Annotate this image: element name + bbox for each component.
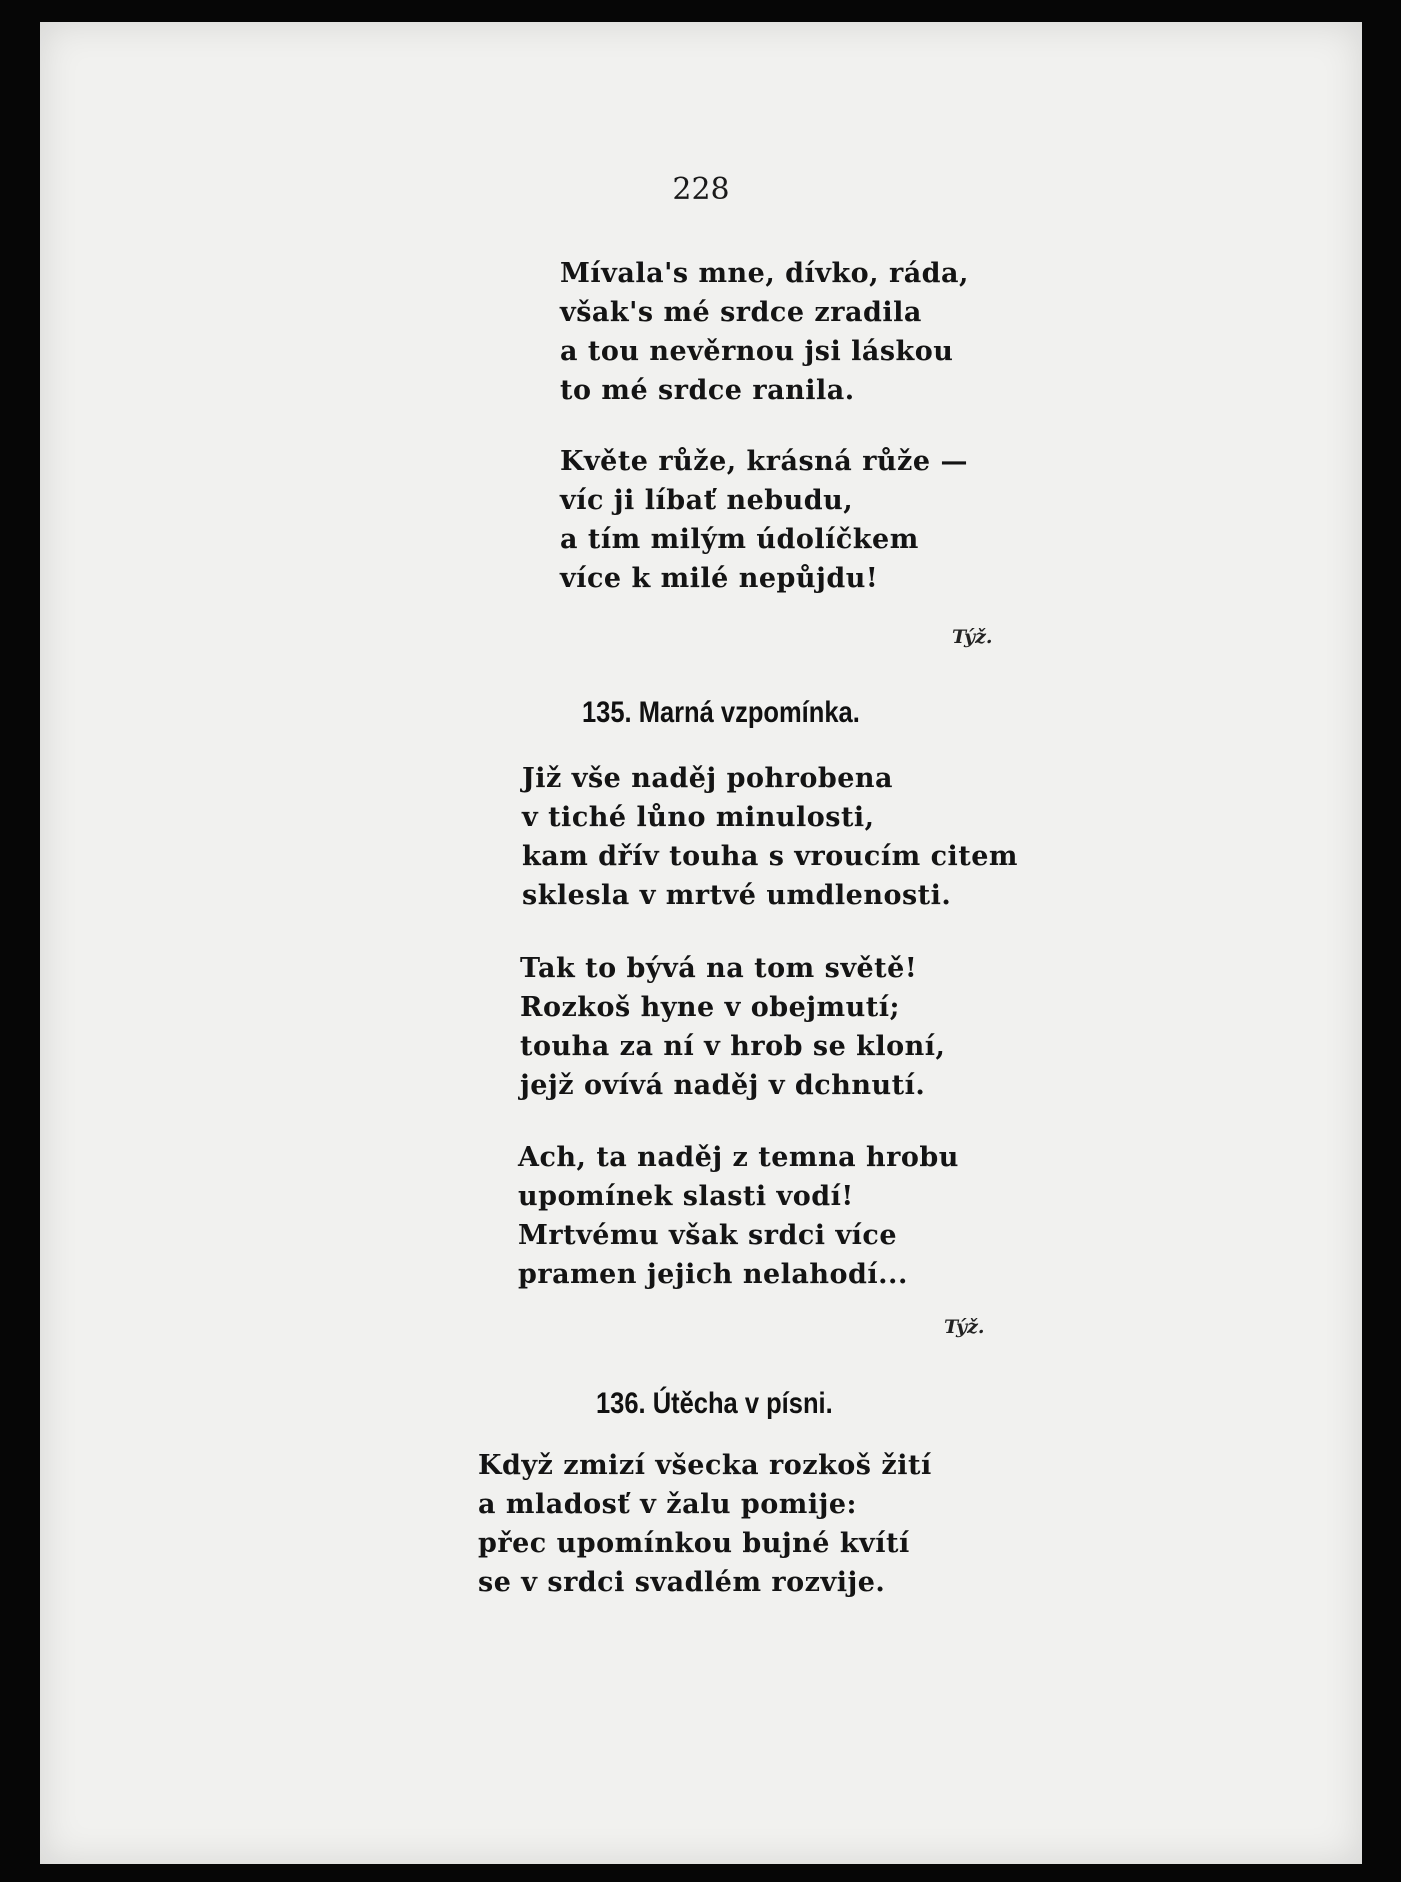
verse-line: však's mé srdce zradila: [560, 297, 922, 328]
verse-line: Ach, ta naděj z temna hrobu: [518, 1142, 959, 1173]
poem-136-heading: 136. Útěcha v písni.: [596, 1387, 833, 1420]
verse-line: jejž ovívá naděj v dchnutí.: [520, 1070, 926, 1101]
poem-136-stanza-1: [478, 1446, 932, 1602]
verse-line: přec upomínkou bujné kvítí: [478, 1528, 910, 1559]
verse-line: a tou nevěrnou jsi láskou: [560, 336, 954, 367]
poem-135-stanza-3: [518, 1138, 959, 1294]
verse-line: a mladosť v žalu pomije:: [478, 1489, 858, 1520]
verse-line: se v srdci svadlém rozvije.: [478, 1567, 886, 1598]
verse-line: více k milé nepůjdu!: [560, 563, 879, 594]
stanza-top-1: [560, 254, 969, 410]
poem-135-heading: 135. Marná vzpomínka.: [582, 696, 860, 729]
verse-line: Mrtvému však srdci více: [518, 1220, 898, 1251]
verse-line: sklesla v mrtvé umdlenosti.: [522, 880, 952, 911]
book-page: [40, 22, 1362, 1864]
verse-line: pramen jejich nelahodí...: [518, 1259, 908, 1290]
stanza-top-2: [560, 442, 968, 598]
verse-line: kam dřív touha s vroucím citem: [522, 841, 1018, 872]
verse-line: Již vše naděj pohrobena: [522, 763, 894, 794]
verse-line: a tím milým údolíčkem: [560, 524, 919, 555]
verse-line: Tak to bývá na tom světě!: [520, 953, 918, 984]
page-number: 228: [672, 172, 730, 207]
verse-line: upomínek slasti vodí!: [518, 1181, 854, 1212]
verse-line: Květe růže, krásná růže —: [560, 446, 968, 477]
verse-line: touha za ní v hrob se kloní,: [520, 1031, 946, 1062]
verse-line: v tiché lůno minulosti,: [522, 802, 875, 833]
poem-135-stanza-1: [522, 759, 1018, 915]
verse-line: to mé srdce ranila.: [560, 375, 855, 406]
poem-135-stanza-2: [520, 949, 945, 1105]
verse-line: víc ji líbať nebudu,: [560, 485, 854, 516]
verse-line: Mívala's mne, dívko, ráda,: [560, 258, 969, 289]
attribution: Týž.: [952, 626, 993, 648]
attribution: Týž.: [944, 1316, 985, 1338]
verse-line: Když zmizí všecka rozkoš žití: [478, 1450, 932, 1481]
verse-line: Rozkoš hyne v obejmutí;: [520, 992, 900, 1023]
